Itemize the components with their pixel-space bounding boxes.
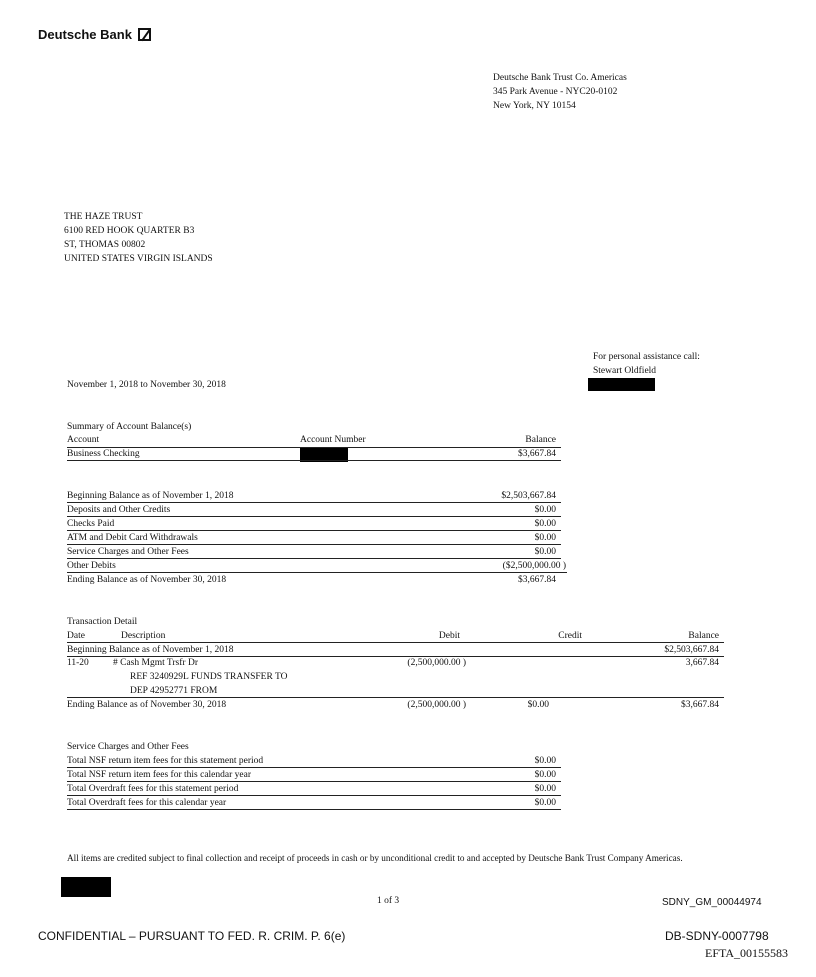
recipient-name: THE HAZE TRUST xyxy=(64,212,143,222)
fee-value: $0.00 xyxy=(534,756,556,766)
transaction-debit: (2,500,000.00 ) xyxy=(407,658,466,668)
balance-summary-rule xyxy=(67,558,561,559)
confidential-notice: CONFIDENTIAL – PURSUANT TO FED. R. CRIM. P. 6(e) xyxy=(38,929,346,943)
fee-label: Total NSF return item fees for this calendar year xyxy=(67,770,251,780)
balance-summary-value: $0.00 xyxy=(534,505,556,515)
balance-summary-value: $0.00 xyxy=(534,533,556,543)
transaction-description-line-1: # Cash Mgmt Trsfr Dr xyxy=(113,658,198,668)
transaction-description-line-2: REF 3240929L FUNDS TRANSFER TO xyxy=(130,672,288,682)
fee-rule xyxy=(67,809,561,810)
balance-summary-value: $0.00 xyxy=(534,547,556,557)
balance-summary-rule xyxy=(67,516,561,517)
balance-summary-value: $2,503,667.84 xyxy=(501,491,556,501)
transaction-beginning-rule xyxy=(67,656,724,657)
balance-summary-label: Checks Paid xyxy=(67,519,115,529)
balance-summary-value: ($2,500,000.00 ) xyxy=(502,561,566,571)
fee-rule xyxy=(67,781,561,782)
transaction-header-credit: Credit xyxy=(558,631,582,641)
balance-summary-label: ATM and Debit Card Withdrawals xyxy=(67,533,198,543)
summary-account-name: Business Checking xyxy=(67,449,140,459)
fees-title: Service Charges and Other Fees xyxy=(67,742,189,752)
transaction-description-line-3: DEP 42952771 FROM xyxy=(130,686,218,696)
bates-db-sdny: DB-SDNY-0007798 xyxy=(665,929,769,943)
transaction-ending-debit: (2,500,000.00 ) xyxy=(407,700,466,710)
balance-summary-rule xyxy=(67,572,567,573)
balance-summary-rule xyxy=(67,530,561,531)
balance-summary-label: Other Debits xyxy=(67,561,116,571)
bank-name: Deutsche Bank xyxy=(38,27,132,42)
transaction-title: Transaction Detail xyxy=(67,617,138,627)
fee-value: $0.00 xyxy=(534,784,556,794)
recipient-address-line-1: 6100 RED HOOK QUARTER B3 xyxy=(64,226,195,236)
transaction-header-description: Description xyxy=(121,631,166,641)
fee-rule xyxy=(67,767,561,768)
summary-header-account: Account xyxy=(67,435,100,445)
transaction-balance: 3,667.84 xyxy=(685,658,719,668)
bank-address-line-2: 345 Park Avenue - NYC20-0102 xyxy=(493,87,618,97)
bank-address-line-3: New York, NY 10154 xyxy=(493,101,576,111)
transaction-date: 11-20 xyxy=(67,658,89,668)
assistance-label: For personal assistance call: xyxy=(593,352,700,362)
recipient-address-line-2: ST, THOMAS 00802 xyxy=(64,240,146,250)
redacted-footer-block xyxy=(61,877,111,897)
transaction-ending-credit: $0.00 xyxy=(527,700,549,710)
summary-header-balance: Balance xyxy=(525,435,556,445)
bank-address-line-1: Deutsche Bank Trust Co. Americas xyxy=(493,73,627,83)
fee-rule xyxy=(67,795,561,796)
bates-efta: EFTA_00155583 xyxy=(705,946,789,960)
fee-label: Total NSF return item fees for this statement period xyxy=(67,756,264,766)
summary-title: Summary of Account Balance(s) xyxy=(67,422,192,432)
balance-summary-rule xyxy=(67,502,561,503)
fee-label: Total Overdraft fees for this statement period xyxy=(67,784,239,794)
transaction-beginning-balance: $2,503,667.84 xyxy=(664,645,719,655)
balance-summary-label: Deposits and Other Credits xyxy=(67,505,171,515)
balance-summary-value: $3,667.84 xyxy=(518,575,556,585)
transaction-header-debit: Debit xyxy=(438,631,460,641)
transaction-ending-label: Ending Balance as of November 30, 2018 xyxy=(67,700,227,710)
summary-header-account-number: Account Number xyxy=(300,435,366,445)
redacted-phone-block xyxy=(588,378,655,391)
fee-value: $0.00 xyxy=(534,798,556,808)
bank-logo xyxy=(38,28,151,41)
transaction-header-date: Date xyxy=(67,631,85,641)
bates-sdny-gm: SDNY_GM_00044974 xyxy=(662,897,762,908)
balance-summary-label: Ending Balance as of November 30, 2018 xyxy=(67,575,227,585)
balance-summary-rule xyxy=(67,544,561,545)
balance-summary-value: $0.00 xyxy=(534,519,556,529)
statement-period: November 1, 2018 to November 30, 2018 xyxy=(67,380,226,390)
summary-account-balance: $3,667.84 xyxy=(518,449,556,459)
fee-label: Total Overdraft fees for this calendar year xyxy=(67,798,227,808)
recipient-address-line-3: UNITED STATES VIRGIN ISLANDS xyxy=(64,254,213,264)
transaction-header-balance: Balance xyxy=(688,631,719,641)
deutsche-bank-slash-logo-icon xyxy=(138,28,151,41)
transaction-ending-balance: $3,667.84 xyxy=(681,700,719,710)
transaction-beginning-label: Beginning Balance as of November 1, 2018 xyxy=(67,645,234,655)
transaction-header-rule xyxy=(67,642,724,643)
balance-summary-label: Service Charges and Other Fees xyxy=(67,547,189,557)
disclaimer: All items are credited subject to final collection and receipt of proceeds in cash or by unconditional credit to and accepted by Deutsche Bank Trust Company Americas. xyxy=(67,853,683,863)
assistance-contact-name: Stewart Oldfield xyxy=(593,366,657,376)
transaction-row-rule xyxy=(67,697,724,698)
balance-summary-label: Beginning Balance as of November 1, 2018 xyxy=(67,491,234,501)
page-number: 1 of 3 xyxy=(377,896,400,906)
summary-row-rule xyxy=(67,460,561,461)
fee-value: $0.00 xyxy=(534,770,556,780)
